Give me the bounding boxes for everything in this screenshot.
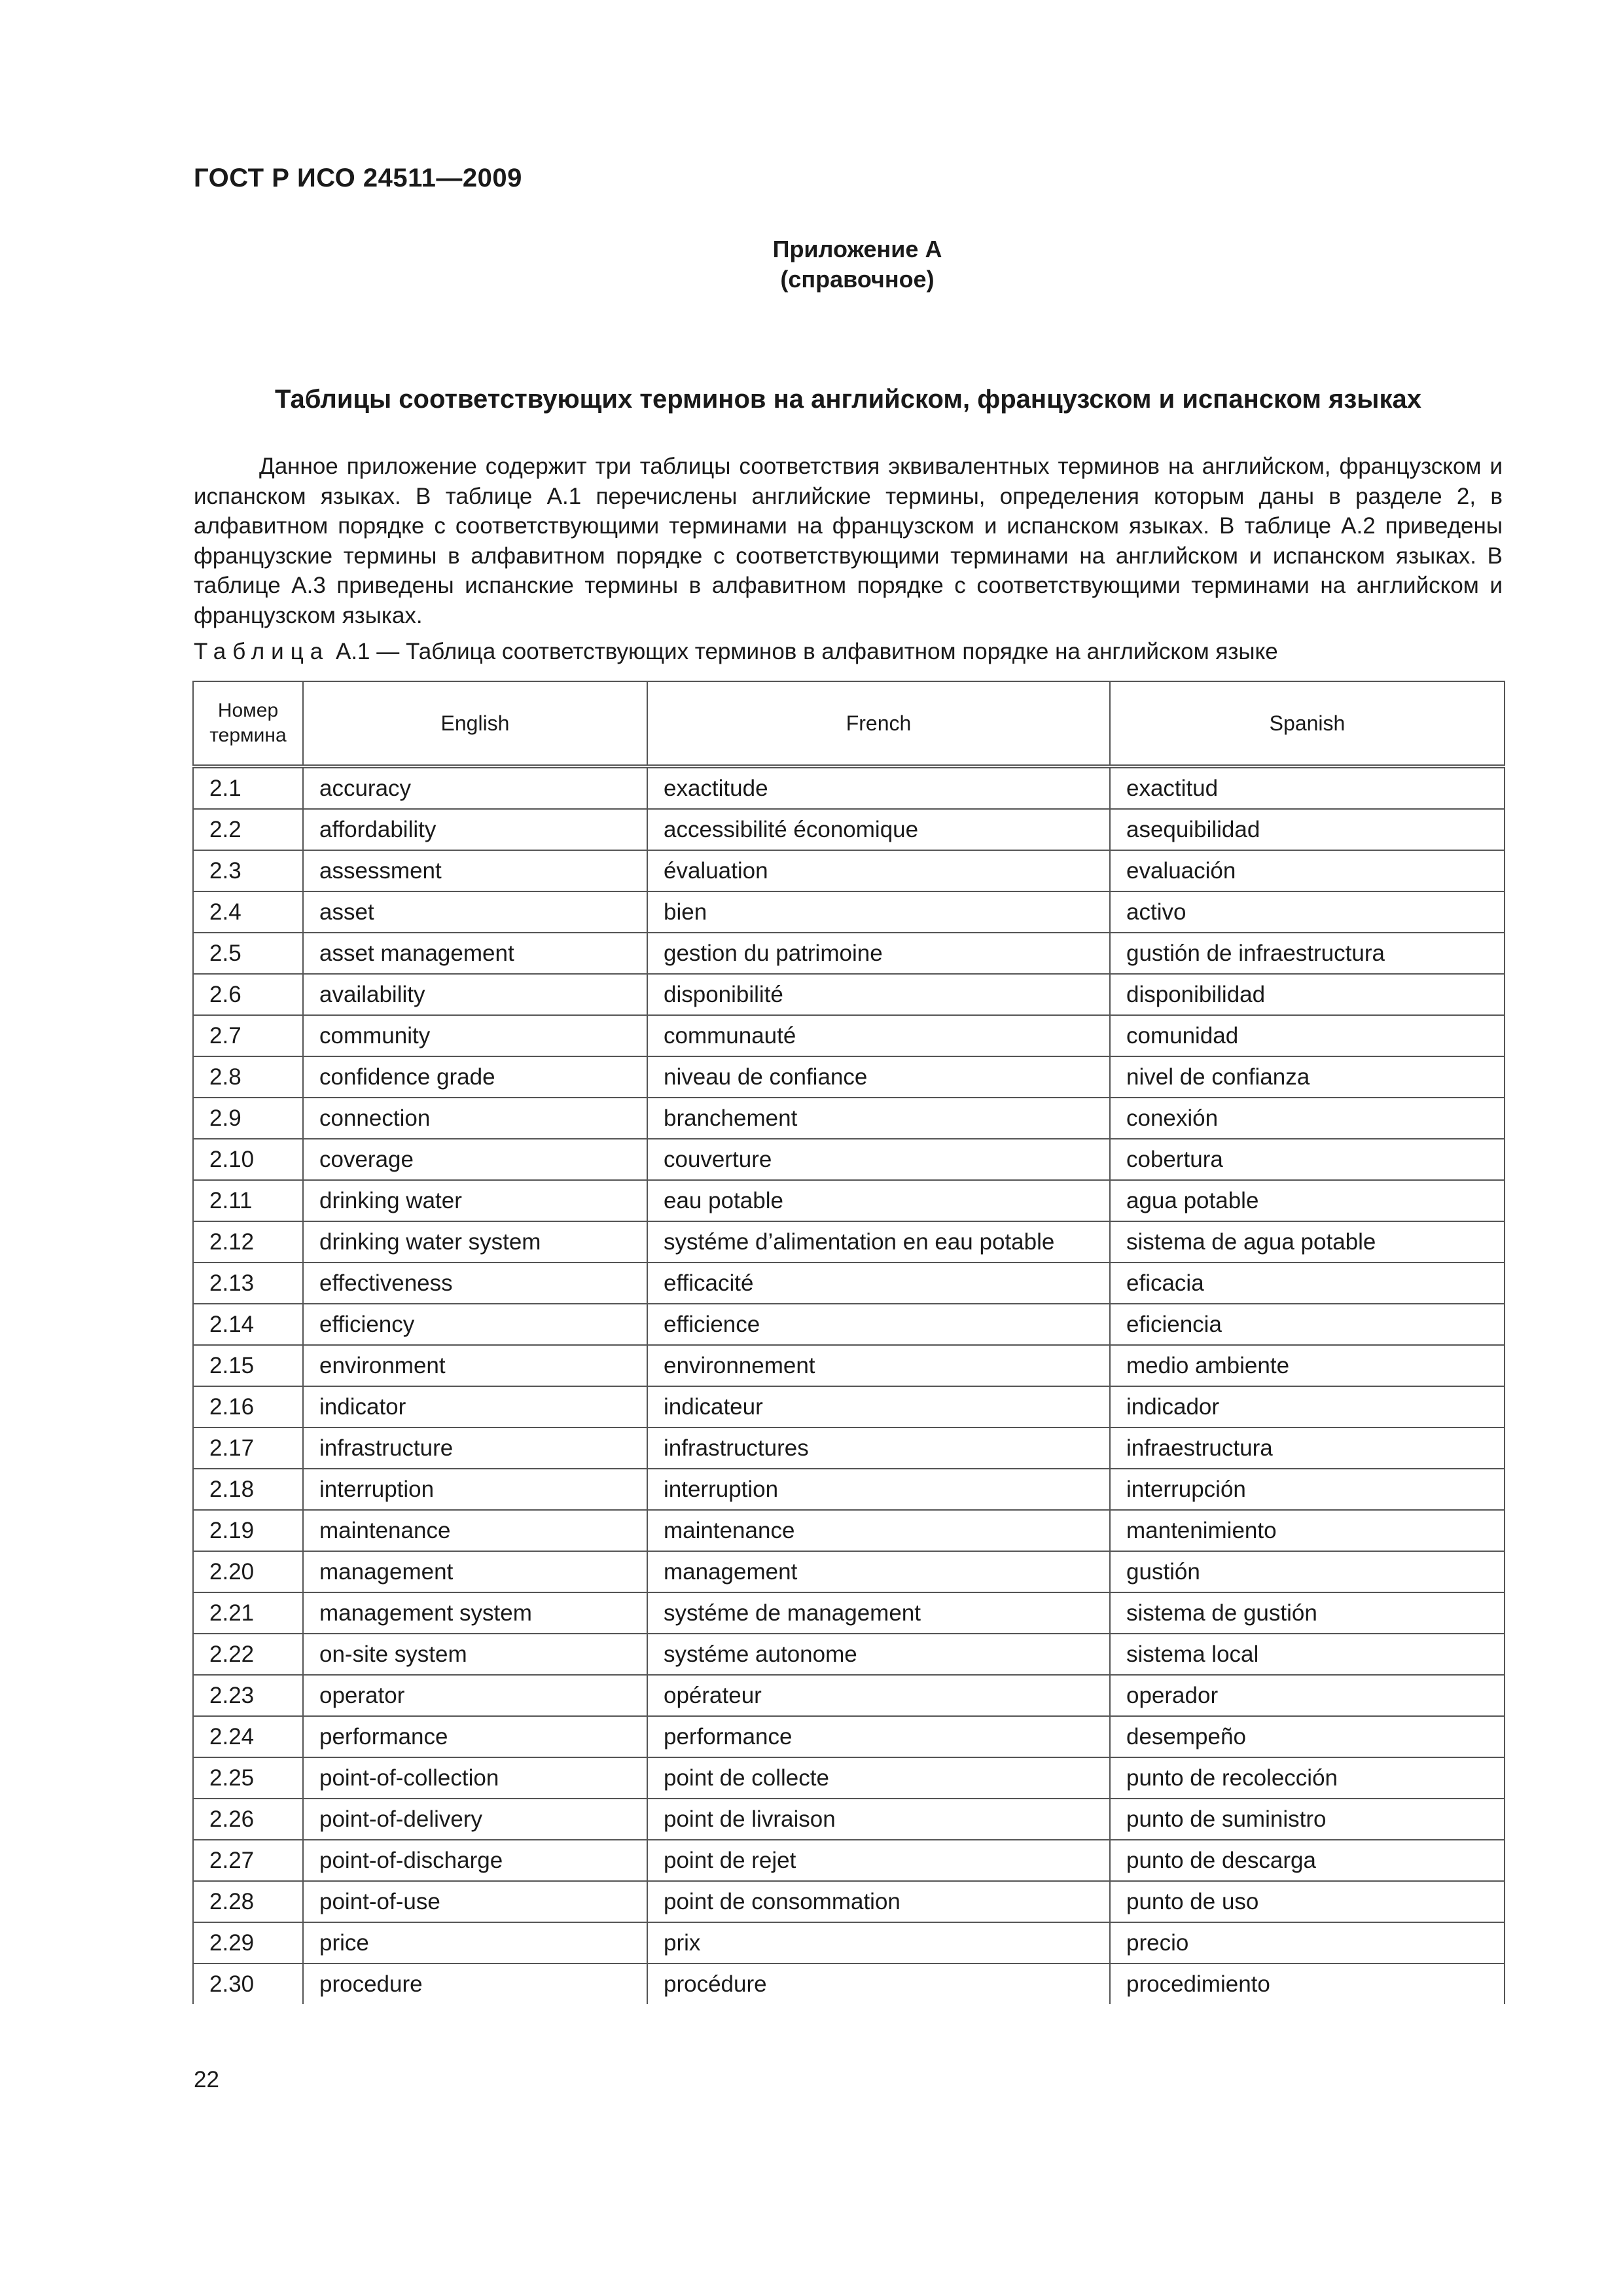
terms-table-body bbox=[193, 766, 1505, 2004]
spanish-term-cell: asequibilidad bbox=[1110, 809, 1505, 850]
term-number-cell: 2.3 bbox=[193, 850, 303, 891]
english-term-cell: interruption bbox=[303, 1469, 647, 1510]
header-spanish: Spanish bbox=[1110, 681, 1505, 766]
french-term-cell: communauté bbox=[647, 1015, 1110, 1056]
french-term-cell: évaluation bbox=[647, 850, 1110, 891]
header-term-number-line2: термина bbox=[209, 725, 287, 746]
table-row bbox=[193, 1551, 1505, 1592]
english-term-cell: operator bbox=[303, 1675, 647, 1716]
french-term-cell: opérateur bbox=[647, 1675, 1110, 1716]
table-row bbox=[193, 1345, 1505, 1386]
term-number-cell: 2.11 bbox=[193, 1180, 303, 1221]
annex-type: (справочное) bbox=[780, 266, 935, 293]
header-english: English bbox=[303, 681, 647, 766]
french-term-cell: couverture bbox=[647, 1139, 1110, 1180]
english-term-cell: point-of-collection bbox=[303, 1757, 647, 1799]
french-term-cell: efficacité bbox=[647, 1263, 1110, 1304]
spanish-term-cell: desempeño bbox=[1110, 1716, 1505, 1757]
term-number-cell: 2.4 bbox=[193, 891, 303, 933]
english-term-cell: on-site system bbox=[303, 1634, 647, 1675]
term-number-cell: 2.15 bbox=[193, 1345, 303, 1386]
french-term-cell: point de collecte bbox=[647, 1757, 1110, 1799]
term-number-cell: 2.7 bbox=[193, 1015, 303, 1056]
english-term-cell: management bbox=[303, 1551, 647, 1592]
french-term-cell: environnement bbox=[647, 1345, 1110, 1386]
annex-heading bbox=[0, 234, 1623, 295]
spanish-term-cell: punto de suministro bbox=[1110, 1799, 1505, 1840]
spanish-term-cell: exactitud bbox=[1110, 766, 1505, 809]
spanish-term-cell: disponibilidad bbox=[1110, 974, 1505, 1015]
spanish-term-cell: evaluación bbox=[1110, 850, 1505, 891]
french-term-cell: systéme autonome bbox=[647, 1634, 1110, 1675]
spanish-term-cell: interrupción bbox=[1110, 1469, 1505, 1510]
english-term-cell: point-of-use bbox=[303, 1881, 647, 1922]
spanish-term-cell: mantenimiento bbox=[1110, 1510, 1505, 1551]
table-row bbox=[193, 1427, 1505, 1469]
term-number-cell: 2.29 bbox=[193, 1922, 303, 1964]
french-term-cell: bien bbox=[647, 891, 1110, 933]
term-number-cell: 2.21 bbox=[193, 1592, 303, 1634]
term-number-cell: 2.25 bbox=[193, 1757, 303, 1799]
table-row bbox=[193, 1263, 1505, 1304]
french-term-cell: maintenance bbox=[647, 1510, 1110, 1551]
annex-title: Таблицы соответствующих терминов на английском, французском и испанском языках bbox=[275, 385, 1421, 414]
french-term-cell: exactitude bbox=[647, 766, 1110, 809]
french-term-cell: gestion du patrimoine bbox=[647, 933, 1110, 974]
table-row bbox=[193, 1469, 1505, 1510]
french-term-cell: branchement bbox=[647, 1098, 1110, 1139]
spanish-term-cell: activo bbox=[1110, 891, 1505, 933]
spanish-term-cell: medio ambiente bbox=[1110, 1345, 1505, 1386]
english-term-cell: drinking water system bbox=[303, 1221, 647, 1263]
intro-paragraph: Данное приложение содержит три таблицы соответствия эквивалентных терминов на английском, французском и испанском языках. В таблице А.1 перечислены английские термины, определения которым даны в разделе 2, в алфавитном порядке с соответствующими терминами на французском и испанском языках. В таблице А.2 приведены французские термины в алфавитном порядке с соответствующими терминами на английском и испанском языках. В таблице А.3 приведены испанские термины в алфавитном порядке с соответствующими терминами на английском и французском языках. bbox=[194, 454, 1503, 628]
english-term-cell: drinking water bbox=[303, 1180, 647, 1221]
header-term-number-line1: Номер bbox=[217, 700, 279, 721]
english-term-cell: point-of-discharge bbox=[303, 1840, 647, 1881]
table-caption bbox=[194, 639, 1278, 665]
spanish-term-cell: eficacia bbox=[1110, 1263, 1505, 1304]
table-row bbox=[193, 1098, 1505, 1139]
term-number-cell: 2.26 bbox=[193, 1799, 303, 1840]
table-row bbox=[193, 766, 1505, 809]
spanish-term-cell: operador bbox=[1110, 1675, 1505, 1716]
french-term-cell: prix bbox=[647, 1922, 1110, 1964]
table-row bbox=[193, 1180, 1505, 1221]
spanish-term-cell: punto de descarga bbox=[1110, 1840, 1505, 1881]
page-number: 22 bbox=[194, 2067, 219, 2092]
term-number-cell: 2.8 bbox=[193, 1056, 303, 1098]
term-number-cell: 2.17 bbox=[193, 1427, 303, 1469]
spanish-term-cell: gustión bbox=[1110, 1551, 1505, 1592]
english-term-cell: management system bbox=[303, 1592, 647, 1634]
spanish-term-cell: procedimiento bbox=[1110, 1964, 1505, 2004]
spanish-term-cell: eficiencia bbox=[1110, 1304, 1505, 1345]
table-row bbox=[193, 1386, 1505, 1427]
spanish-term-cell: sistema local bbox=[1110, 1634, 1505, 1675]
table-row bbox=[193, 974, 1505, 1015]
table-row bbox=[193, 1056, 1505, 1098]
term-number-cell: 2.22 bbox=[193, 1634, 303, 1675]
french-term-cell: efficience bbox=[647, 1304, 1110, 1345]
table-row bbox=[193, 1757, 1505, 1799]
table-row bbox=[193, 809, 1505, 850]
french-term-cell: point de rejet bbox=[647, 1840, 1110, 1881]
spanish-term-cell: punto de uso bbox=[1110, 1881, 1505, 1922]
english-term-cell: infrastructure bbox=[303, 1427, 647, 1469]
term-number-cell: 2.27 bbox=[193, 1840, 303, 1881]
table-row bbox=[193, 1015, 1505, 1056]
table-caption-prefix: Таблица bbox=[194, 639, 330, 664]
french-term-cell: indicateur bbox=[647, 1386, 1110, 1427]
term-number-cell: 2.23 bbox=[193, 1675, 303, 1716]
french-term-cell: procédure bbox=[647, 1964, 1110, 2004]
term-number-cell: 2.14 bbox=[193, 1304, 303, 1345]
table-row bbox=[193, 1881, 1505, 1922]
table-row bbox=[193, 1634, 1505, 1675]
spanish-term-cell: precio bbox=[1110, 1922, 1505, 1964]
term-number-cell: 2.20 bbox=[193, 1551, 303, 1592]
english-term-cell: community bbox=[303, 1015, 647, 1056]
french-term-cell: infrastructures bbox=[647, 1427, 1110, 1469]
english-term-cell: environment bbox=[303, 1345, 647, 1386]
table-row bbox=[193, 1799, 1505, 1840]
english-term-cell: point-of-delivery bbox=[303, 1799, 647, 1840]
table-row bbox=[193, 850, 1505, 891]
french-term-cell: point de consommation bbox=[647, 1881, 1110, 1922]
term-number-cell: 2.9 bbox=[193, 1098, 303, 1139]
french-term-cell: management bbox=[647, 1551, 1110, 1592]
table-header-row bbox=[193, 681, 1505, 766]
term-number-cell: 2.5 bbox=[193, 933, 303, 974]
french-term-cell: systéme de management bbox=[647, 1592, 1110, 1634]
english-term-cell: coverage bbox=[303, 1139, 647, 1180]
french-term-cell: performance bbox=[647, 1716, 1110, 1757]
terms-table bbox=[192, 681, 1505, 2004]
header-term-number bbox=[193, 681, 303, 766]
table-row bbox=[193, 933, 1505, 974]
term-number-cell: 2.19 bbox=[193, 1510, 303, 1551]
english-term-cell: effectiveness bbox=[303, 1263, 647, 1304]
term-number-cell: 2.16 bbox=[193, 1386, 303, 1427]
spanish-term-cell: agua potable bbox=[1110, 1180, 1505, 1221]
table-row bbox=[193, 1840, 1505, 1881]
spanish-term-cell: sistema de gustión bbox=[1110, 1592, 1505, 1634]
english-term-cell: asset bbox=[303, 891, 647, 933]
term-number-cell: 2.6 bbox=[193, 974, 303, 1015]
table-row bbox=[193, 1964, 1505, 2004]
table-caption-text: А.1 — Таблица соответствующих терминов в алфавитном порядке на английском языке bbox=[335, 639, 1278, 664]
english-term-cell: price bbox=[303, 1922, 647, 1964]
english-term-cell: accuracy bbox=[303, 766, 647, 809]
table-row bbox=[193, 1139, 1505, 1180]
english-term-cell: assessment bbox=[303, 850, 647, 891]
english-term-cell: affordability bbox=[303, 809, 647, 850]
french-term-cell: accessibilité économique bbox=[647, 809, 1110, 850]
english-term-cell: performance bbox=[303, 1716, 647, 1757]
spanish-term-cell: comunidad bbox=[1110, 1015, 1505, 1056]
term-number-cell: 2.10 bbox=[193, 1139, 303, 1180]
term-number-cell: 2.18 bbox=[193, 1469, 303, 1510]
english-term-cell: procedure bbox=[303, 1964, 647, 2004]
english-term-cell: connection bbox=[303, 1098, 647, 1139]
spanish-term-cell: sistema de agua potable bbox=[1110, 1221, 1505, 1263]
table-row bbox=[193, 1592, 1505, 1634]
french-term-cell: disponibilité bbox=[647, 974, 1110, 1015]
english-term-cell: maintenance bbox=[303, 1510, 647, 1551]
header-french: French bbox=[647, 681, 1110, 766]
term-number-cell: 2.2 bbox=[193, 809, 303, 850]
table-row bbox=[193, 1716, 1505, 1757]
spanish-term-cell: punto de recolección bbox=[1110, 1757, 1505, 1799]
french-term-cell: eau potable bbox=[647, 1180, 1110, 1221]
spanish-term-cell: nivel de confianza bbox=[1110, 1056, 1505, 1098]
french-term-cell: point de livraison bbox=[647, 1799, 1110, 1840]
term-number-cell: 2.28 bbox=[193, 1881, 303, 1922]
english-term-cell: efficiency bbox=[303, 1304, 647, 1345]
french-term-cell: niveau de confiance bbox=[647, 1056, 1110, 1098]
table-row bbox=[193, 1304, 1505, 1345]
term-number-cell: 2.1 bbox=[193, 766, 303, 809]
table-row bbox=[193, 1221, 1505, 1263]
term-number-cell: 2.24 bbox=[193, 1716, 303, 1757]
term-number-cell: 2.13 bbox=[193, 1263, 303, 1304]
spanish-term-cell: indicador bbox=[1110, 1386, 1505, 1427]
french-term-cell: interruption bbox=[647, 1469, 1110, 1510]
english-term-cell: confidence grade bbox=[303, 1056, 647, 1098]
term-number-cell: 2.12 bbox=[193, 1221, 303, 1263]
english-term-cell: availability bbox=[303, 974, 647, 1015]
table-row bbox=[193, 1675, 1505, 1716]
english-term-cell: asset management bbox=[303, 933, 647, 974]
french-term-cell: systéme d’alimentation en eau potable bbox=[647, 1221, 1110, 1263]
table-row bbox=[193, 1510, 1505, 1551]
spanish-term-cell: infraestructura bbox=[1110, 1427, 1505, 1469]
document-code: ГОСТ Р ИСО 24511—2009 bbox=[194, 164, 522, 192]
annex-label: Приложение А bbox=[772, 236, 942, 262]
english-term-cell: indicator bbox=[303, 1386, 647, 1427]
table-row bbox=[193, 891, 1505, 933]
term-number-cell: 2.30 bbox=[193, 1964, 303, 2004]
spanish-term-cell: conexión bbox=[1110, 1098, 1505, 1139]
table-row bbox=[193, 1922, 1505, 1964]
spanish-term-cell: cobertura bbox=[1110, 1139, 1505, 1180]
spanish-term-cell: gustión de infraestructura bbox=[1110, 933, 1505, 974]
